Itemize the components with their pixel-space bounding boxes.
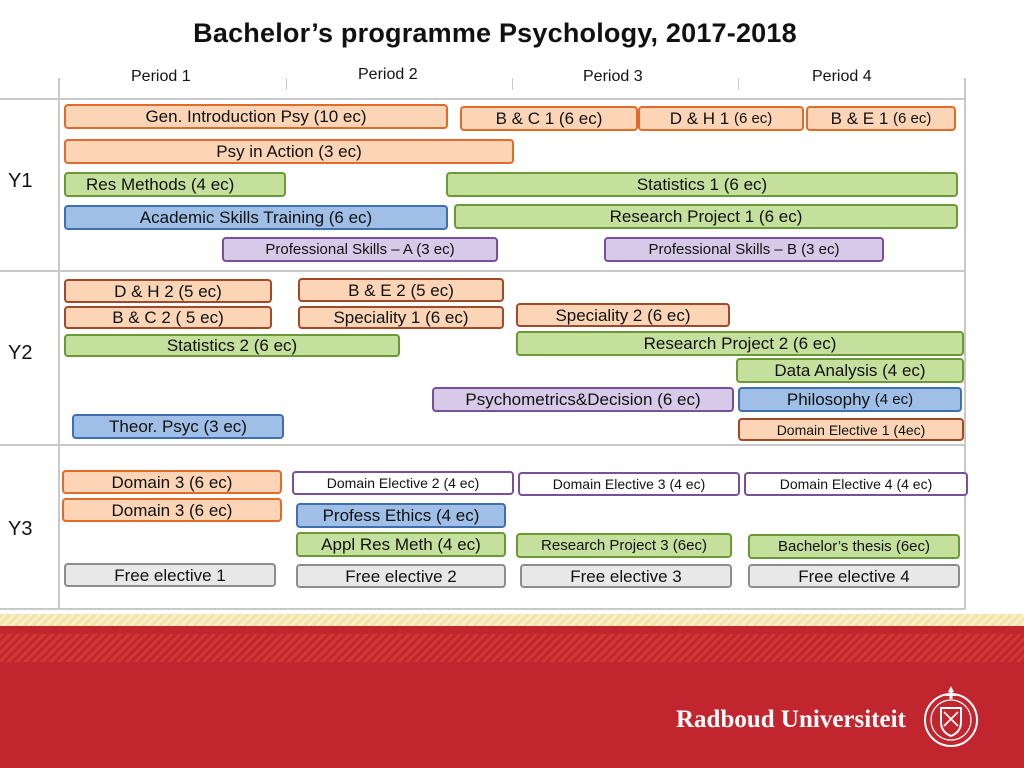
- course-ec: (4 ec): [874, 391, 914, 408]
- course-label: Free elective 3: [570, 566, 682, 586]
- course-professional-skills-b[interactable]: [604, 237, 884, 262]
- course-label: Professional Skills – A (3 ec): [265, 241, 455, 258]
- page-title: Bachelor’s programme Psychology, 2017-2018: [193, 18, 797, 48]
- course-label: Research Project 2 (6 ec): [643, 334, 837, 353]
- course-be2[interactable]: [298, 278, 504, 302]
- course-psy-in-action[interactable]: [64, 139, 514, 164]
- period-2-header: Period 2: [358, 66, 418, 83]
- course-label: Free elective 2: [345, 566, 457, 586]
- course-label: B & C 2 ( 5 ec): [112, 308, 224, 327]
- grid-hline-bottom: [0, 608, 966, 610]
- course-label: D & H 1: [669, 109, 734, 128]
- university-seal-icon: [922, 682, 980, 750]
- course-label: Domain Elective 3 (4 ec): [552, 476, 706, 492]
- grid-vline-right: [964, 78, 966, 610]
- course-label: Appl Res Meth (4 ec): [321, 535, 481, 554]
- course-label: Speciality 1 (6 ec): [333, 308, 469, 327]
- course-academic-skills-training[interactable]: [64, 205, 448, 230]
- course-domain-elective-2[interactable]: [292, 471, 514, 495]
- course-dh2[interactable]: [64, 279, 272, 303]
- course-label: Domain Elective 1 (4ec): [776, 421, 926, 438]
- course-res-methods[interactable]: [64, 172, 286, 197]
- course-label: Psy in Action (3 ec): [216, 142, 362, 161]
- course-free-elective-4[interactable]: [748, 564, 960, 588]
- course-ec: (6 ec): [733, 110, 773, 127]
- course-statistics-1[interactable]: [446, 172, 958, 197]
- course-speciality-1[interactable]: [298, 306, 504, 329]
- course-data-analysis[interactable]: [736, 358, 964, 383]
- course-label: Domain 3 (6 ec): [111, 472, 233, 492]
- course-label: Academic Skills Training (6 ec): [139, 208, 373, 227]
- course-research-project-1[interactable]: [454, 204, 958, 229]
- course-label: Domain Elective 2 (4 ec): [326, 475, 480, 491]
- course-domain-elective-3[interactable]: [518, 472, 740, 496]
- course-be1[interactable]: [806, 106, 956, 131]
- period-1-header: Period 1: [131, 68, 191, 85]
- course-dh1[interactable]: [638, 106, 804, 131]
- course-bachelors-thesis[interactable]: [748, 534, 960, 559]
- course-label: B & C 1 (6 ec): [495, 109, 603, 128]
- period-3-header: Period 3: [583, 68, 643, 85]
- grid-vline-left: [58, 78, 60, 610]
- course-ec: (6 ec): [893, 110, 932, 127]
- course-free-elective-1[interactable]: [64, 563, 276, 587]
- course-label: Professional Skills – B (3 ec): [648, 241, 840, 258]
- period-4-header: Period 4: [812, 68, 872, 85]
- course-label: Research Project 1 (6 ec): [609, 207, 803, 226]
- grid-hline-top: [0, 98, 966, 100]
- course-research-project-3[interactable]: [516, 533, 732, 558]
- course-label: Statistics 2 (6 ec): [166, 336, 298, 355]
- footer-stripe-band-dark: [0, 634, 1024, 662]
- course-profess-ethics[interactable]: [296, 503, 506, 528]
- course-label: Bachelor’s thesis (6ec): [777, 538, 930, 555]
- course-label: D & H 2 (5 ec): [114, 281, 222, 301]
- course-label: Gen. Introduction Psy (10 ec): [145, 107, 367, 126]
- course-statistics-2[interactable]: [64, 334, 400, 357]
- course-label: Free elective 1: [114, 565, 226, 585]
- grid-vline-p4: [738, 78, 739, 90]
- course-free-elective-2[interactable]: [296, 564, 506, 588]
- course-label: Psychometrics&Decision (6 ec): [465, 390, 701, 409]
- course-label: Speciality 2 (6 ec): [555, 305, 691, 325]
- course-label: B & E 2 (5 ec): [348, 280, 454, 300]
- course-label: Profess Ethics (4 ec): [322, 506, 480, 525]
- grid-hline-y2: [0, 444, 966, 446]
- grid-vline-p3: [512, 78, 513, 90]
- course-domain-3-a[interactable]: [62, 470, 282, 494]
- course-research-project-2[interactable]: [516, 331, 964, 356]
- course-label: Research Project 3 (6ec): [541, 537, 707, 554]
- course-label: Domain 3 (6 ec): [111, 500, 233, 520]
- course-label: Free elective 4: [798, 566, 910, 586]
- year-label-y1: Y1: [8, 170, 33, 192]
- grid-vline-p2: [286, 78, 287, 90]
- grid-hline-y1: [0, 270, 966, 272]
- course-bc2[interactable]: [64, 306, 272, 329]
- course-domain-elective-4[interactable]: [744, 472, 968, 496]
- course-label: Statistics 1 (6 ec): [636, 175, 768, 194]
- year-label-y2: Y2: [8, 342, 33, 364]
- course-philosophy[interactable]: [738, 387, 962, 412]
- course-psychometrics-decision[interactable]: [432, 387, 734, 412]
- course-label: Data Analysis (4 ec): [774, 361, 926, 380]
- course-bc1[interactable]: [460, 106, 638, 131]
- course-label: Theor. Psyc (3 ec): [109, 417, 247, 436]
- course-professional-skills-a[interactable]: [222, 237, 498, 262]
- course-speciality-2[interactable]: [516, 303, 730, 327]
- course-label: B & E 1: [830, 109, 894, 128]
- course-label: Philosophy: [786, 390, 875, 409]
- course-label: Res Methods (4 ec): [86, 175, 235, 194]
- course-appl-res-meth[interactable]: [296, 532, 506, 557]
- course-domain-elective-1[interactable]: [738, 418, 964, 441]
- course-theor-psyc[interactable]: [72, 414, 284, 439]
- course-label: Domain Elective 4 (4 ec): [779, 476, 933, 492]
- course-gen-introduction-psy[interactable]: [64, 104, 448, 129]
- university-name: Radboud Universiteit: [676, 706, 906, 733]
- course-free-elective-3[interactable]: [520, 564, 732, 588]
- year-label-y3: Y3: [8, 518, 33, 540]
- course-domain-3-b[interactable]: [62, 498, 282, 522]
